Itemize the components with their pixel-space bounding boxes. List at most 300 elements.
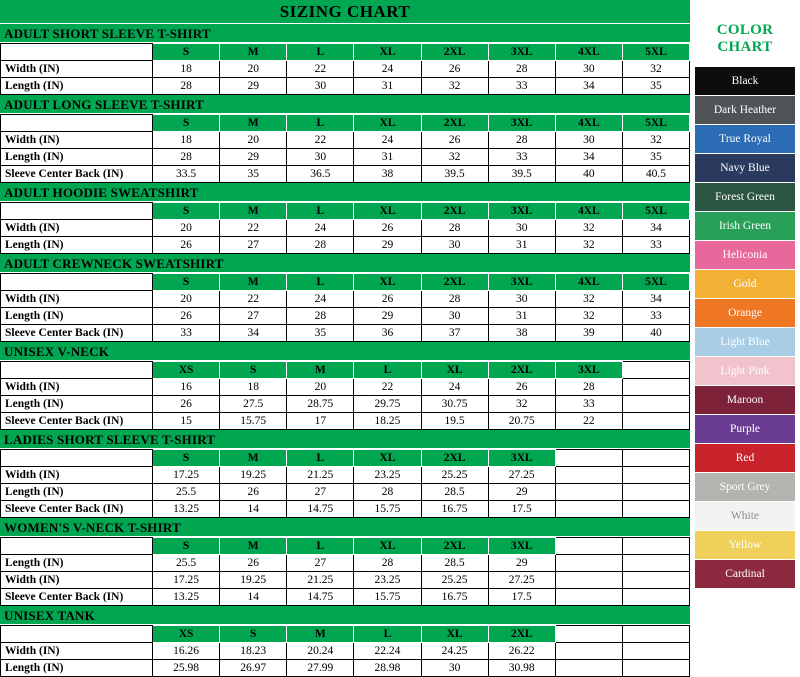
table-cell: 15	[153, 413, 220, 430]
row-label: Sleeve Center Back (IN)	[1, 589, 153, 606]
table-cell	[622, 589, 689, 606]
table-cell: 34	[622, 291, 689, 308]
table-cell	[622, 379, 689, 396]
table-cell: 28	[287, 308, 354, 325]
table-cell: 29	[354, 308, 421, 325]
column-header: 4XL	[555, 44, 622, 61]
column-header: S	[153, 203, 220, 220]
table-cell: 17.25	[153, 572, 220, 589]
column-header: 2XL	[488, 362, 555, 379]
table-corner-cell	[1, 44, 153, 61]
column-header: 3XL	[488, 274, 555, 291]
table-row	[1, 555, 690, 572]
column-header: M	[220, 274, 287, 291]
column-header: 4XL	[555, 274, 622, 291]
table-cell: 25.98	[153, 660, 220, 677]
section-heading: UNISEX V-NECK	[0, 342, 690, 361]
color-chart-column	[690, 0, 800, 666]
column-header	[555, 538, 622, 555]
table-row	[1, 291, 690, 308]
column-header: M	[220, 115, 287, 132]
table-cell: 39.5	[421, 166, 488, 183]
column-header: 3XL	[488, 44, 555, 61]
table-cell: 35	[622, 149, 689, 166]
table-row	[1, 413, 690, 430]
table-row	[1, 61, 690, 78]
color-swatch: Cardinal	[695, 559, 795, 588]
table-cell: 26	[220, 484, 287, 501]
column-header: 2XL	[421, 274, 488, 291]
table-cell: 26.22	[488, 643, 555, 660]
section-heading: LADIES SHORT SLEEVE T-SHIRT	[0, 430, 690, 449]
color-swatch: Gold	[695, 269, 795, 298]
table-header-row	[1, 538, 690, 555]
table-cell: 19.25	[220, 572, 287, 589]
table-cell	[555, 555, 622, 572]
table-cell	[622, 660, 689, 677]
column-header	[622, 538, 689, 555]
column-header: 3XL	[488, 115, 555, 132]
table-row	[1, 78, 690, 95]
table-cell: 20	[220, 132, 287, 149]
table-cell: 28.98	[354, 660, 421, 677]
column-header: L	[287, 203, 354, 220]
row-label: Length (IN)	[1, 396, 153, 413]
table-cell: 34	[555, 78, 622, 95]
table-row	[1, 132, 690, 149]
column-header: L	[287, 44, 354, 61]
table-cell: 36	[354, 325, 421, 342]
sizing-sections	[0, 24, 690, 677]
table-cell: 29.75	[354, 396, 421, 413]
table-cell: 28.5	[421, 555, 488, 572]
table-cell: 17	[287, 413, 354, 430]
column-header: S	[153, 115, 220, 132]
section-heading: ADULT HOODIE SWEATSHIRT	[0, 183, 690, 202]
column-header	[555, 450, 622, 467]
size-table	[0, 625, 690, 677]
table-cell	[622, 501, 689, 518]
table-cell: 33	[153, 325, 220, 342]
column-header: S	[220, 626, 287, 643]
table-cell: 35	[287, 325, 354, 342]
row-label: Length (IN)	[1, 484, 153, 501]
sizing-section	[0, 518, 690, 606]
table-cell: 28.75	[287, 396, 354, 413]
column-header: XL	[354, 450, 421, 467]
table-cell: 32	[421, 78, 488, 95]
table-cell: 26	[220, 555, 287, 572]
table-row	[1, 660, 690, 677]
table-cell: 20	[153, 291, 220, 308]
column-header: 3XL	[488, 538, 555, 555]
table-cell: 32	[622, 132, 689, 149]
table-cell	[622, 484, 689, 501]
section-heading: WOMEN'S V-NECK T-SHIRT	[0, 518, 690, 537]
table-cell: 14.75	[287, 501, 354, 518]
table-cell: 15.75	[354, 589, 421, 606]
table-cell: 33.5	[153, 166, 220, 183]
table-header-row	[1, 203, 690, 220]
color-swatch: White	[695, 501, 795, 530]
table-cell: 33	[622, 237, 689, 254]
column-header: 2XL	[421, 44, 488, 61]
table-cell: 30	[488, 291, 555, 308]
table-cell: 22	[354, 379, 421, 396]
column-header: XL	[354, 203, 421, 220]
table-cell: 27	[220, 308, 287, 325]
table-cell: 26	[421, 132, 488, 149]
size-table	[0, 537, 690, 606]
row-label: Width (IN)	[1, 61, 153, 78]
table-cell: 39	[555, 325, 622, 342]
table-cell: 26	[354, 220, 421, 237]
table-cell: 14	[220, 501, 287, 518]
table-cell: 40	[555, 166, 622, 183]
column-header: M	[220, 203, 287, 220]
section-heading: ADULT SHORT SLEEVE T-SHIRT	[0, 24, 690, 43]
size-table	[0, 449, 690, 518]
size-table	[0, 361, 690, 430]
column-header: XS	[153, 626, 220, 643]
table-corner-cell	[1, 203, 153, 220]
column-header: M	[287, 362, 354, 379]
color-swatch: Light Blue	[695, 327, 795, 356]
table-cell: 21.25	[287, 467, 354, 484]
table-row	[1, 467, 690, 484]
column-header: XS	[153, 362, 220, 379]
column-header: XL	[354, 538, 421, 555]
color-swatch: Yellow	[695, 530, 795, 559]
column-header: S	[153, 538, 220, 555]
table-cell: 29	[488, 484, 555, 501]
table-cell: 28	[354, 555, 421, 572]
column-header: XL	[354, 274, 421, 291]
table-cell: 30	[421, 237, 488, 254]
column-header: S	[153, 44, 220, 61]
table-cell: 23.25	[354, 572, 421, 589]
table-cell: 33	[622, 308, 689, 325]
column-header: XL	[421, 626, 488, 643]
size-table	[0, 202, 690, 254]
color-chart-title: COLOR CHART	[716, 22, 774, 55]
table-cell: 25.25	[421, 467, 488, 484]
color-swatch: Maroon	[695, 385, 795, 414]
table-cell: 28	[555, 379, 622, 396]
table-cell: 18	[220, 379, 287, 396]
row-label: Sleeve Center Back (IN)	[1, 166, 153, 183]
table-cell: 14	[220, 589, 287, 606]
column-header: 4XL	[555, 115, 622, 132]
column-header: L	[287, 274, 354, 291]
column-header: M	[220, 450, 287, 467]
table-cell: 30	[421, 660, 488, 677]
column-header	[555, 626, 622, 643]
sizing-section	[0, 95, 690, 183]
table-cell: 24	[421, 379, 488, 396]
table-cell: 26	[488, 379, 555, 396]
row-label: Length (IN)	[1, 237, 153, 254]
column-header: M	[220, 538, 287, 555]
table-cell: 24.25	[421, 643, 488, 660]
table-cell: 30	[421, 308, 488, 325]
column-header: 2XL	[421, 115, 488, 132]
color-swatch: Irish Green	[695, 211, 795, 240]
color-swatch: Red	[695, 443, 795, 472]
color-swatch: Light Pink	[695, 356, 795, 385]
row-label: Length (IN)	[1, 555, 153, 572]
table-cell: 27.25	[488, 467, 555, 484]
table-cell	[555, 501, 622, 518]
table-cell: 29	[354, 237, 421, 254]
table-corner-cell	[1, 362, 153, 379]
table-cell: 39.5	[488, 166, 555, 183]
table-cell: 26.97	[220, 660, 287, 677]
column-header: 2XL	[421, 450, 488, 467]
column-header: M	[287, 626, 354, 643]
column-header: L	[287, 450, 354, 467]
table-header-row	[1, 44, 690, 61]
table-cell: 27	[220, 237, 287, 254]
row-label: Width (IN)	[1, 643, 153, 660]
table-cell	[622, 555, 689, 572]
sizing-section	[0, 430, 690, 518]
column-header: XL	[354, 115, 421, 132]
table-row	[1, 308, 690, 325]
table-cell: 28	[488, 132, 555, 149]
column-header: L	[287, 538, 354, 555]
table-cell: 38	[354, 166, 421, 183]
table-cell: 38	[488, 325, 555, 342]
table-cell: 29	[220, 149, 287, 166]
column-header: L	[287, 115, 354, 132]
table-cell: 27.99	[287, 660, 354, 677]
table-cell	[622, 572, 689, 589]
column-header: S	[153, 450, 220, 467]
table-cell	[555, 660, 622, 677]
table-cell: 13.25	[153, 589, 220, 606]
table-cell: 25.5	[153, 484, 220, 501]
row-label: Sleeve Center Back (IN)	[1, 325, 153, 342]
table-cell: 20	[287, 379, 354, 396]
table-cell: 20.75	[488, 413, 555, 430]
column-header: 5XL	[622, 44, 689, 61]
color-swatch: Dark Heather	[695, 95, 795, 124]
table-cell: 28	[153, 149, 220, 166]
table-cell: 34	[220, 325, 287, 342]
color-swatch: Heliconia	[695, 240, 795, 269]
table-header-row	[1, 626, 690, 643]
table-cell: 22	[220, 220, 287, 237]
table-cell: 32	[421, 149, 488, 166]
row-label: Width (IN)	[1, 132, 153, 149]
table-cell: 18	[153, 132, 220, 149]
column-header: XL	[354, 44, 421, 61]
table-corner-cell	[1, 450, 153, 467]
column-header: S	[153, 274, 220, 291]
table-cell: 36.5	[287, 166, 354, 183]
table-cell: 40.5	[622, 166, 689, 183]
table-cell: 28	[421, 220, 488, 237]
table-header-row	[1, 362, 690, 379]
table-cell: 32	[555, 308, 622, 325]
table-cell: 19.5	[421, 413, 488, 430]
column-header: 3XL	[488, 203, 555, 220]
table-cell: 27	[287, 484, 354, 501]
column-header: 2XL	[421, 538, 488, 555]
table-row	[1, 149, 690, 166]
table-cell: 27.25	[488, 572, 555, 589]
table-cell: 31	[488, 237, 555, 254]
table-cell: 33	[488, 149, 555, 166]
table-cell: 35	[622, 78, 689, 95]
column-header: 5XL	[622, 115, 689, 132]
row-label: Width (IN)	[1, 379, 153, 396]
table-cell: 29	[220, 78, 287, 95]
row-label: Length (IN)	[1, 308, 153, 325]
table-cell: 16.75	[421, 589, 488, 606]
section-heading: UNISEX TANK	[0, 606, 690, 625]
table-cell: 15.75	[354, 501, 421, 518]
table-cell: 24	[287, 220, 354, 237]
table-row	[1, 572, 690, 589]
table-cell: 30.98	[488, 660, 555, 677]
column-header: 5XL	[622, 274, 689, 291]
table-cell: 24	[354, 61, 421, 78]
table-cell: 26	[153, 237, 220, 254]
table-cell: 27.5	[220, 396, 287, 413]
section-heading: ADULT LONG SLEEVE T-SHIRT	[0, 95, 690, 114]
table-cell: 25.25	[421, 572, 488, 589]
table-cell: 30	[287, 149, 354, 166]
row-label: Sleeve Center Back (IN)	[1, 501, 153, 518]
table-corner-cell	[1, 538, 153, 555]
row-label: Length (IN)	[1, 78, 153, 95]
table-cell: 17.5	[488, 501, 555, 518]
table-cell: 20	[153, 220, 220, 237]
row-label: Width (IN)	[1, 220, 153, 237]
sizing-section	[0, 254, 690, 342]
table-cell: 35	[220, 166, 287, 183]
table-cell: 31	[354, 78, 421, 95]
size-table	[0, 273, 690, 342]
table-cell: 29	[488, 555, 555, 572]
table-cell: 22	[287, 132, 354, 149]
size-table	[0, 43, 690, 95]
table-cell: 16	[153, 379, 220, 396]
table-cell: 31	[354, 149, 421, 166]
table-row	[1, 396, 690, 413]
color-swatch: Black	[695, 66, 795, 95]
color-swatch: Purple	[695, 414, 795, 443]
color-swatch: Navy Blue	[695, 153, 795, 182]
table-cell: 33	[488, 78, 555, 95]
table-cell: 28	[354, 484, 421, 501]
table-cell: 28	[153, 78, 220, 95]
table-cell: 34	[555, 149, 622, 166]
table-cell: 30	[555, 61, 622, 78]
sizing-section	[0, 342, 690, 430]
row-label: Length (IN)	[1, 660, 153, 677]
table-row	[1, 643, 690, 660]
table-cell	[622, 467, 689, 484]
table-cell	[622, 643, 689, 660]
table-row	[1, 379, 690, 396]
table-cell	[555, 589, 622, 606]
column-header: 3XL	[488, 450, 555, 467]
table-cell: 18	[153, 61, 220, 78]
table-cell: 16.26	[153, 643, 220, 660]
table-cell: 16.75	[421, 501, 488, 518]
table-cell: 22	[555, 413, 622, 430]
table-cell: 21.25	[287, 572, 354, 589]
table-cell: 40	[622, 325, 689, 342]
table-cell: 26	[421, 61, 488, 78]
column-header: L	[354, 362, 421, 379]
table-row	[1, 237, 690, 254]
table-cell	[555, 467, 622, 484]
table-cell: 28	[488, 61, 555, 78]
column-header: S	[220, 362, 287, 379]
table-cell: 37	[421, 325, 488, 342]
table-header-row	[1, 450, 690, 467]
table-cell: 20.24	[287, 643, 354, 660]
table-cell: 17.5	[488, 589, 555, 606]
row-label: Length (IN)	[1, 149, 153, 166]
row-label: Width (IN)	[1, 291, 153, 308]
sizing-section	[0, 606, 690, 677]
table-cell: 28	[287, 237, 354, 254]
table-cell: 17.25	[153, 467, 220, 484]
column-header: 3XL	[555, 362, 622, 379]
table-cell: 19.25	[220, 467, 287, 484]
table-cell: 15.75	[220, 413, 287, 430]
table-cell: 25.5	[153, 555, 220, 572]
table-cell: 31	[488, 308, 555, 325]
color-swatch-list	[690, 66, 800, 588]
color-swatch: Orange	[695, 298, 795, 327]
sizing-section	[0, 183, 690, 254]
table-cell: 28	[421, 291, 488, 308]
section-heading: ADULT CREWNECK SWEATSHIRT	[0, 254, 690, 273]
table-cell	[622, 413, 689, 430]
table-cell: 27	[287, 555, 354, 572]
color-swatch: Forest Green	[695, 182, 795, 211]
row-label: Sleeve Center Back (IN)	[1, 413, 153, 430]
table-row	[1, 166, 690, 183]
table-header-row	[1, 274, 690, 291]
table-cell: 30.75	[421, 396, 488, 413]
table-cell: 33	[555, 396, 622, 413]
table-cell: 22	[287, 61, 354, 78]
table-cell: 20	[220, 61, 287, 78]
table-cell: 28.5	[421, 484, 488, 501]
table-cell	[622, 396, 689, 413]
table-cell: 32	[488, 396, 555, 413]
table-cell: 26	[354, 291, 421, 308]
table-cell: 34	[622, 220, 689, 237]
table-cell: 13.25	[153, 501, 220, 518]
table-cell: 23.25	[354, 467, 421, 484]
table-corner-cell	[1, 274, 153, 291]
color-swatch: True Royal	[695, 124, 795, 153]
sizing-section	[0, 24, 690, 95]
column-header: 5XL	[622, 203, 689, 220]
table-cell: 32	[555, 291, 622, 308]
table-cell: 32	[555, 237, 622, 254]
table-cell: 24	[354, 132, 421, 149]
size-table	[0, 114, 690, 183]
